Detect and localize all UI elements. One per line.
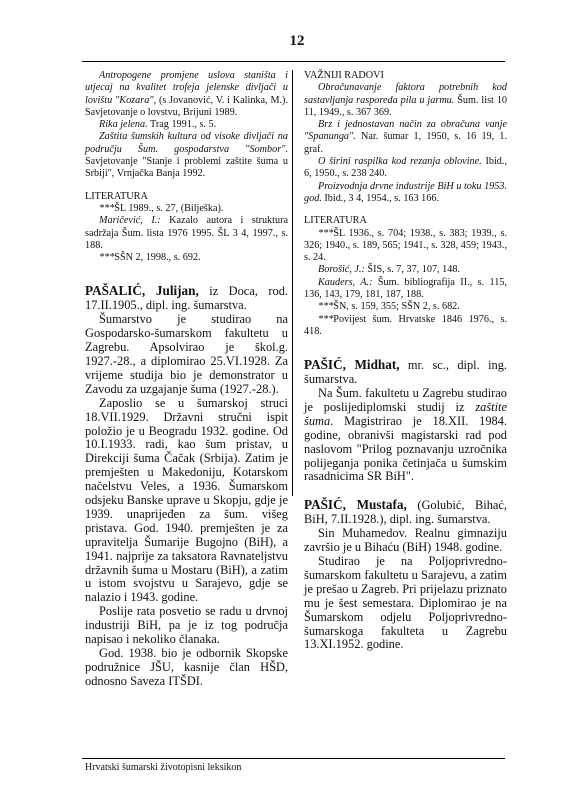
column-divider bbox=[292, 70, 293, 496]
work-entry: O širini raspilka kod rezanja oblovine. Ibid., 6, 1950., s. 238 240. bbox=[304, 156, 507, 180]
literature-heading: LITERATURA bbox=[304, 215, 367, 227]
literature-heading: LITERATURA bbox=[85, 190, 148, 202]
works-list-continued bbox=[85, 70, 288, 181]
works-heading: VAŽNIJI RADOVI bbox=[304, 70, 384, 81]
literature-entry: ***Povijest šum. Hrvatske 1846 1976., s. 418. bbox=[304, 313, 507, 337]
left-column bbox=[85, 70, 288, 689]
biography-paragraph: Na Šum. fakultetu u Zagrebu studirao je poslijediplomski studij iz zaštite šuma. Magistrirao je 18.XII. 1984. godine, obranivši magistarski rad pod naslovom "Prilog poznavanju uzročnika polijeganja ponika četinjača u šumskim rasadnicima SR BiH". bbox=[304, 386, 507, 484]
biography-header: PAŠIĆ, Mustafa, (Golubić, Bihać, BiH, 7.II.1928.), dipl. ing. šumarstva. bbox=[304, 497, 507, 527]
works-list bbox=[304, 82, 507, 205]
literature-entry: ***ŠL 1989., s. 27, (Bilješka). bbox=[99, 202, 224, 214]
biography-header: PAŠALIĆ, Julijan, iz Doca, rod. 17.II.1905., dipl. ing. šumarstva. bbox=[85, 283, 289, 313]
biography-paragraph: Poslije rata posvetio se radu u drvnoj industriji BiH, pa je iz tog područja napisao i nekoliko članaka. bbox=[85, 604, 288, 647]
right-column bbox=[304, 70, 507, 652]
literature-entry: Maričević, I.: Kazalo autora i struktura sadržaja Šum. lista 1976 1995. ŠL 3 4, 1997., s. 188. bbox=[85, 215, 288, 251]
biography-header: PAŠIĆ, Midhat, mr. sc., dipl. ing. šumarstva. bbox=[304, 357, 508, 387]
literature-entry: Kauders, A.: Šum. bibliografija II., s. 115, 136, 143, 179, 181, 187, 188. bbox=[304, 276, 507, 301]
biography-pasic-midhat bbox=[304, 358, 507, 484]
work-entry: Obračunavanje faktora potrebnih kod sastavljanja rasporeda pila u jarmu. Šum. list 10 11, 1949., s. 367 369. bbox=[304, 82, 508, 118]
biography-paragraph: Zaposlio se u šumarskoj struci 18.VII.1929. Državni stručni ispit položio je u Beogradu 1932. godine. Od 10.I.1933. radi, kao šum pristav, u Direkciji šuma Čačak (Srbija). Zatim je premješten u Makedoniju, Kotarskom načelstvu Veles, a 1936. Šumarskom odsjeku Banske uprave u Skopju, gdje je 1939. unaprijeđen za šum. višeg pristava. God. 1940. premješten je za upravitelja Šumarije Bugojno (BiH), a 1941. najprije za taksatora Ravnateljstvu državnih šuma u Mostaru (BiH), a zatim u istom svojstvu u Sarajevo, gdje se nalazio i 1943. godine. bbox=[85, 395, 288, 605]
footer-title: Hrvatski šumarski životopisni leksikon bbox=[85, 762, 242, 773]
biography-paragraph: God. 1938. bio je odbornik Skopske podružnice JŠU, kasnije član HŠD, odnosno Saveza ITŠDI. bbox=[85, 646, 288, 688]
biography-pasalic-julijan bbox=[85, 284, 288, 688]
biography-pasic-mustafa bbox=[304, 498, 507, 652]
work-entry: Rika jelena. Trag 1991., s. 5. bbox=[99, 119, 217, 131]
biography-paragraph: Šumarstvo je studirao na Gospodarsko-šumarskom fakultetu u Zagrebu. Apsolvirao je škol.g. 1927.-28., a diplomirao 25.VI.1928. Za vrijeme studija bio je demonstrator u Zavodu za uzgajanje šuma (1927.-28.). bbox=[85, 312, 288, 396]
literature-list bbox=[304, 228, 507, 339]
literature-entry: ***ŠL 1936., s. 704; 1938., s. 383; 1939., s. 326; 1940., s. 189, 565; 1941., s. 328, 459; 1943., s. 24. bbox=[304, 227, 507, 264]
work-entry: Antropogene promjene uslova staništa i utjecaj na kvalitet trofeja jelenske divljači u lovištu "Kozara", (s Jovanović, V. i Kalinka, M.). Savjetovanje o lovstvu, Brijuni 1989. bbox=[85, 70, 288, 118]
header-rule bbox=[82, 61, 505, 62]
biography-paragraph: Sin Muhamedov. Realnu gimnaziju završio je u Bihaću (BiH) 1948. godine. bbox=[304, 526, 507, 555]
biography-paragraph: Studirao je na Poljoprivredno-šumarskom fakultetu u Sarajevu, a zatim je prešao u Zagreb. Pri prijelazu priznato mu je šest semestara. Diplomirao je na Šumarskom odjelu Poljoprivredno-šumarskoga fakulteta u Zagrebu 13.XI.1952. godine. bbox=[304, 554, 507, 652]
work-entry: Proizvodnja drvne industrije BiH u toku 1953. god. Ibid., 3 4, 1954., s. 163 166. bbox=[304, 180, 507, 204]
literature-entry: ***ŠN, s. 159, 355; SŠN 2, s. 682. bbox=[318, 301, 460, 313]
literature-entry: ***SŠN 2, 1998., s. 692. bbox=[99, 252, 201, 264]
literature-list bbox=[85, 203, 288, 264]
work-entry: Brz i jednostavan način za obračuna vanje "Spanunga". Nar. šumar 1, 1950, s. 16 19, 1. graf. bbox=[304, 119, 507, 155]
page-number: 12 bbox=[289, 33, 305, 49]
literature-entry: Borošić, J.: ŠIS, s. 7, 37, 107, 148. bbox=[318, 264, 460, 276]
work-entry: Zaštita šumskih kultura od visoke divljači na području Šum. gospodarstva "Sombor". Savjetovanje "Stanje i problemi zaštite šuma u Srbiji", Vrnjačka Banja 1992. bbox=[85, 131, 288, 180]
footer-rule bbox=[82, 758, 505, 759]
